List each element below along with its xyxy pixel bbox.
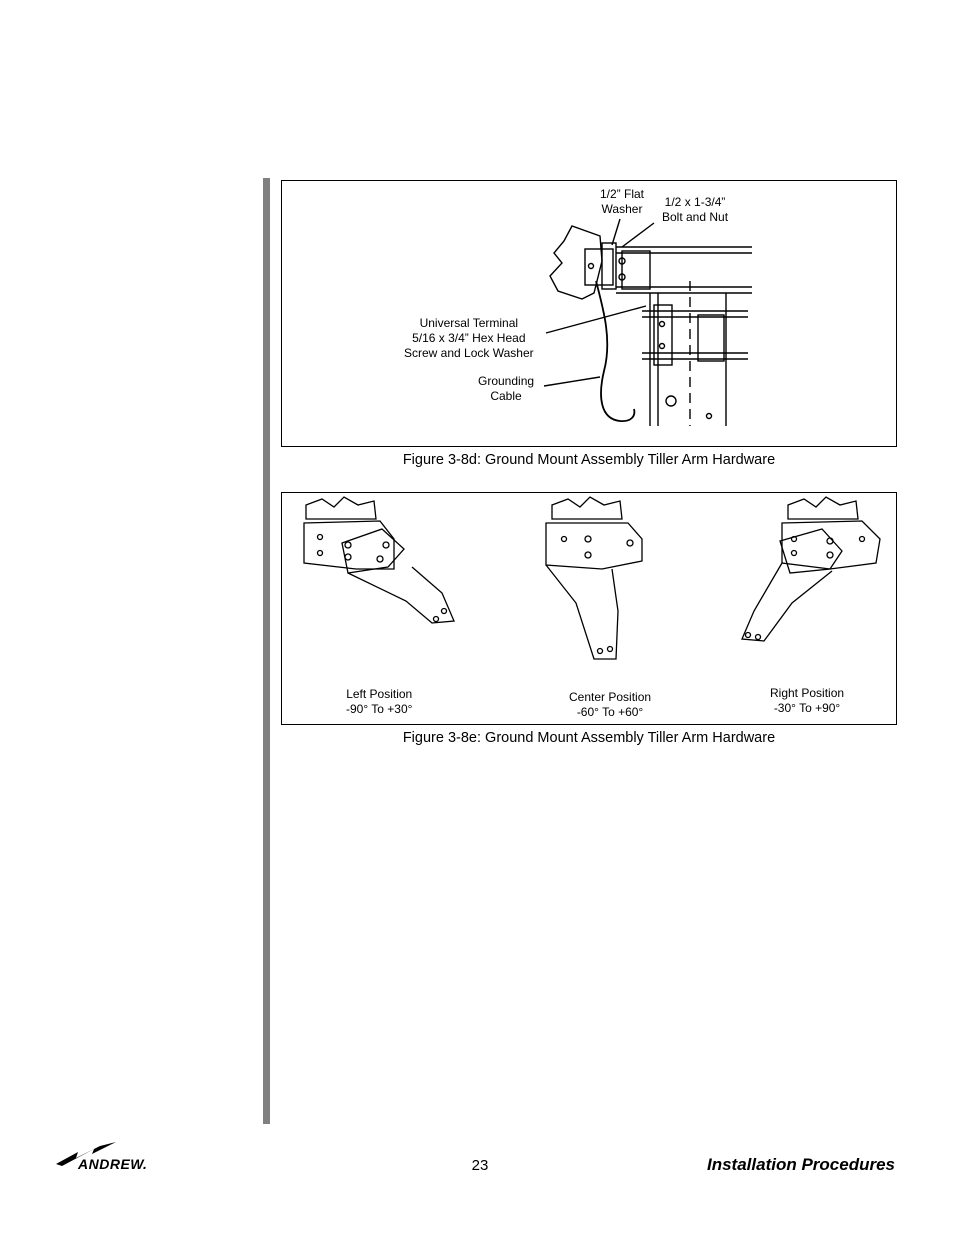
margin-bar xyxy=(263,178,270,1124)
andrew-logo xyxy=(56,1140,176,1176)
tiller-arm-hardware-drawing xyxy=(282,181,898,448)
center-position-arm xyxy=(546,497,642,659)
label-grounding-cable: Grounding Cable xyxy=(478,374,535,403)
label-universal-terminal: Universal Terminal 5/16 x 3/4” Hex Head Screw and Lock Washer xyxy=(404,316,534,360)
figure-3-8e-caption: Figure 3-8e: Ground Mount Assembly Tiller Arm Hardware xyxy=(402,730,776,746)
page-number: 23 xyxy=(471,1157,489,1174)
label-flat-washer: 1/2” Flat Washer xyxy=(600,187,645,216)
left-position-arm xyxy=(304,497,454,623)
label-bolt-and-nut: 1/2 x 1-3/4” Bolt and Nut xyxy=(662,195,729,224)
right-position-arm xyxy=(742,497,880,641)
figure-3-8d-caption: Figure 3-8d: Ground Mount Assembly Tiller Arm Hardware xyxy=(402,452,776,468)
label-right-position: Right Position -30° To +90° xyxy=(770,686,845,715)
logo-wordmark: ANDREW. xyxy=(78,1156,148,1172)
figure-3-8d xyxy=(281,180,897,447)
label-left-position: Left Position -90° To +30° xyxy=(346,687,413,716)
figure-3-8e xyxy=(281,492,897,725)
label-center-position: Center Position -60° To +60° xyxy=(569,690,652,719)
section-title: Installation Procedures xyxy=(707,1155,895,1174)
